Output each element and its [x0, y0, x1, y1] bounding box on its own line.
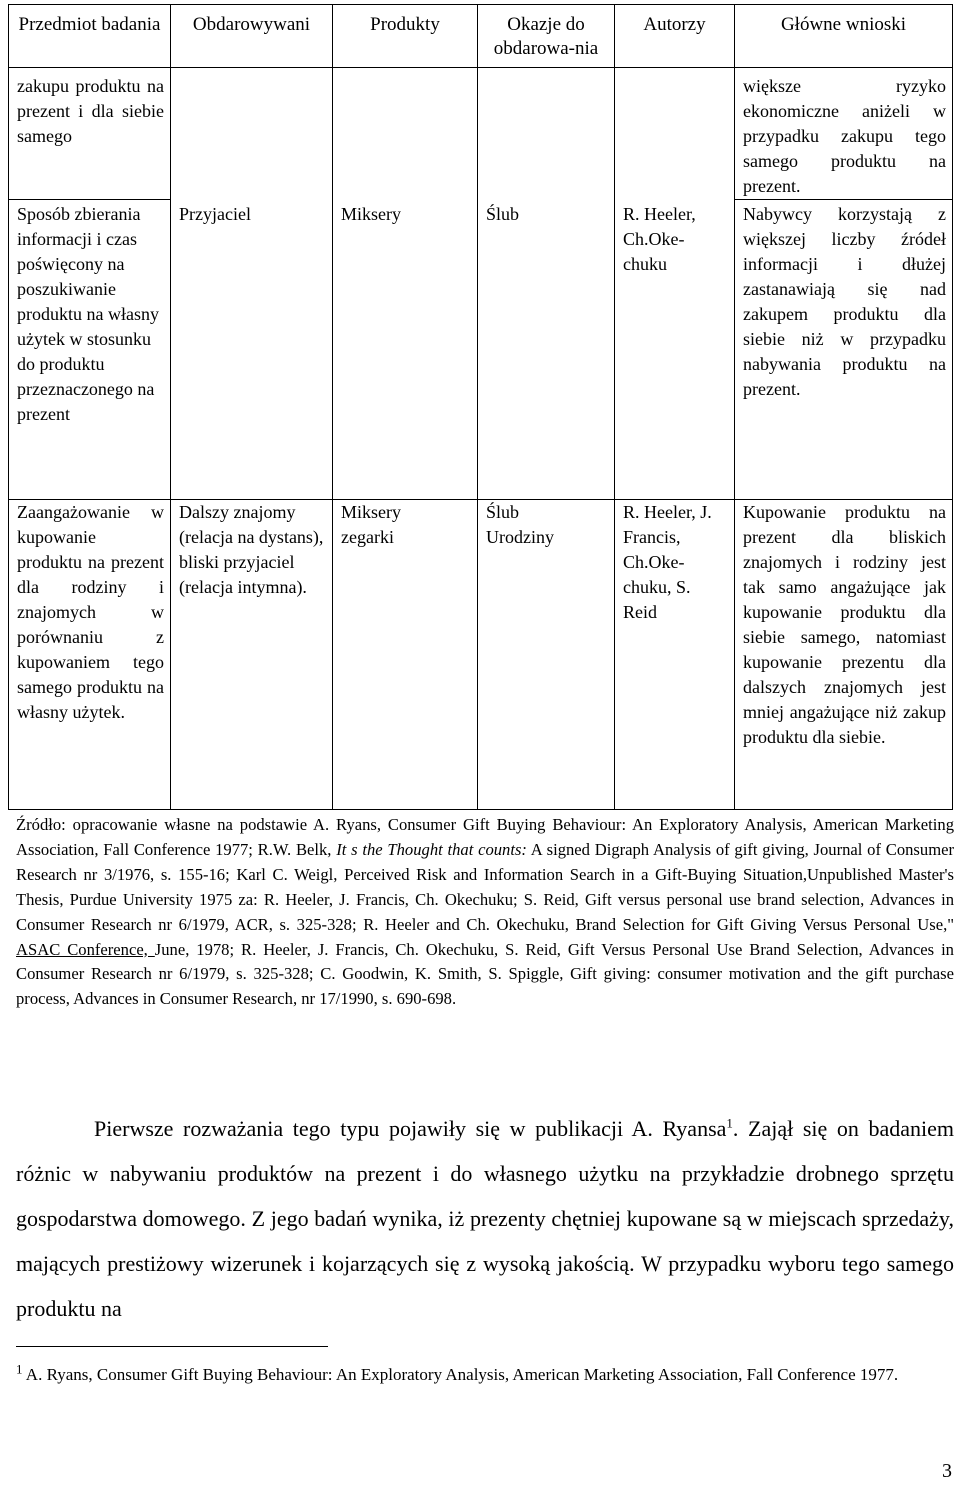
table-row [9, 500, 953, 810]
footnote-number: 1 [16, 1361, 23, 1377]
header-conclusions: Główne wnioski [735, 5, 953, 68]
cell-subject: zakupu produktu na prezent i dla siebie samego [9, 68, 171, 200]
source-label: Źródło: [16, 815, 66, 834]
table-source-note [16, 813, 954, 1012]
cell-conclusions: Kupowanie produktu na prezent dla bliskich znajomych i rodziny jest tak samo angażujące jak kupowanie produktu dla siebie samego, natomiast kupowanie prezentu dla dalszych znajomych jest mniej angażujące niż zakup produktu dla siebie. [735, 500, 953, 810]
cell-conclusions: Nabywcy korzystają z większej liczby źródeł informacji i dłużej zastanawiają się nad zakupem produktu dla siebie niż w przypadku nabywania produktu na prezent. [735, 200, 953, 500]
source-text: June, 1978; R. Heeler, J. Francis, Ch. Okechuku, S. Reid, Gift Versus Personal Use Brand Selection, Advances in Consumer Research nr 6/1979, s. 325-328; C. Goodwin, K. Smith, S. Spiggle, Gift giving: consumer motivation and the gift purchase process, Advances in Consumer Research, nr 17/1990, s. 690-698. [16, 939, 954, 1009]
header-occasions: Okazje do obdarowa-nia [478, 5, 615, 68]
cell-recipients [171, 68, 333, 200]
body-paragraph [16, 1106, 954, 1331]
source-text: opracowanie własne na podstawie A. Ryans, Consumer Gift Buying Behaviour: An Exploratory Analysis, American Marketing Association, Fall Conference 1977; R.W. Belk, [16, 815, 954, 859]
table-row [9, 200, 953, 500]
table-row [9, 68, 953, 200]
body-text: Pierwsze rozważania tego typu pojawiły się w publikacji A. Ryansa [94, 1116, 727, 1141]
footnote-text: A. Ryans, Consumer Gift Buying Behaviour: An Exploratory Analysis, American Marketing Association, Fall Conference 1977. [22, 1365, 899, 1384]
cell-products: Miksery [333, 200, 478, 500]
table-header-row [9, 5, 953, 68]
cell-authors: R. Heeler, J. Francis, Ch.Oke-chuku, S. Reid [615, 500, 735, 810]
cell-products [333, 68, 478, 200]
cell-occasions: Ślub Urodziny [478, 500, 615, 810]
source-text: A signed Digraph Analysis of gift giving, Journal of Consumer Research nr 3/1976, s. 155-16; Karl C. Weigl, Perceived Risk and Information Search in a Gift-Buying Situation,Unpublished Master's Thesis, Purdue University 1975 za: R. Heeler, J. Francis, Ch. Okechuku; S. Reid, Gift versus personal use brand selection, Advances in Consumer Research nr 6/1979, ACR, s. 325-328; R. Heeler and Ch. Okechuku, Brand Selection for Gift Giving Versus Personal Use," [16, 839, 954, 934]
header-subject: Przedmiot badania [9, 5, 171, 68]
header-recipients: Obdarowywani [171, 5, 333, 68]
page-number: 3 [942, 1460, 952, 1482]
cell-recipients: Dalszy znajomy (relacja na dystans), bliski przyjaciel (relacja intymna). [171, 500, 333, 810]
cell-authors: R. Heeler, Ch.Oke-chuku [615, 200, 735, 500]
cell-conclusions: większe ryzyko ekonomiczne aniżeli w przypadku zakupu tego samego produktu na prezent. [735, 68, 953, 200]
cell-occasions [478, 68, 615, 200]
footnote-reference[interactable]: 1 [726, 1115, 733, 1131]
study-table-container [8, 4, 952, 810]
study-table [8, 4, 953, 810]
footnote [16, 1362, 954, 1387]
cell-subject: Zaangażowanie w kupowanie produktu na prezent dla rodziny i znajomych w porównaniu z kupowaniem tego samego produktu na własny użytek. [9, 500, 171, 810]
footnote-separator [16, 1346, 328, 1347]
cell-authors [615, 68, 735, 200]
body-text: . Zajął się on badaniem różnic w nabywaniu produktów na prezent i do własnego użytku na przykładzie drobnego sprzętu gospodarstwa domowego. Z jego badań wynika, iż prezenty chętniej kupowane są w miejscach sprzedaży, mających prestiżowy wizerunek i kojarzących się z wysoką jakością. W przypadku wyboru tego samego produktu na [16, 1116, 954, 1321]
cell-recipients: Przyjaciel [171, 200, 333, 500]
cell-subject: Sposób zbierania informacji i czas poświęcony na poszukiwanie produktu na własny użytek w stosunku do produktu przeznaczonego na prezent [9, 200, 171, 500]
source-underlined-text: ASAC Conference, [16, 939, 155, 959]
header-authors: Autorzy [615, 5, 735, 68]
cell-occasions: Ślub [478, 200, 615, 500]
header-products: Produkty [333, 5, 478, 68]
source-italic-title: It s the Thought that counts: [336, 839, 527, 859]
cell-products: Miksery zegarki [333, 500, 478, 810]
